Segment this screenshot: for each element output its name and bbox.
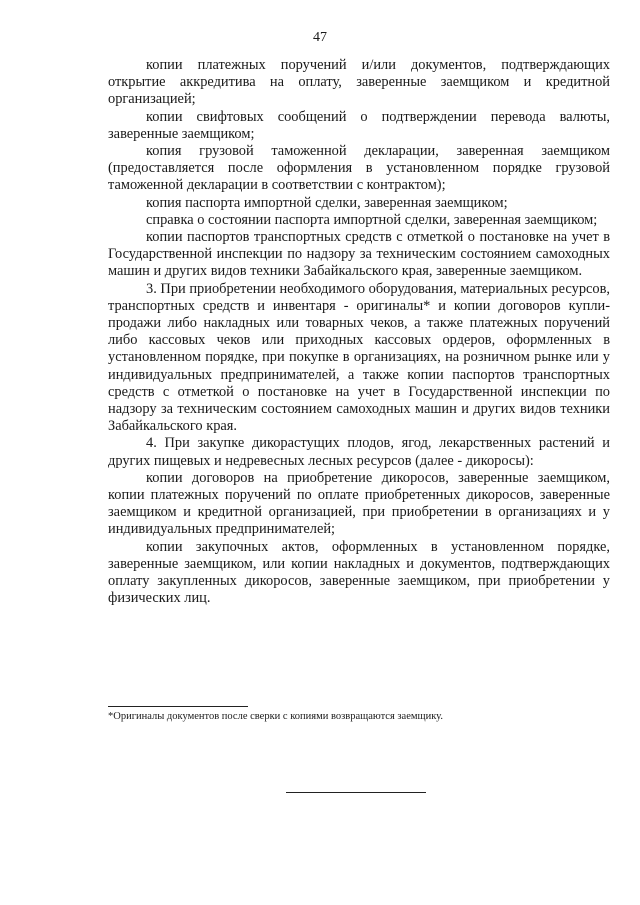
paragraph-payment-orders: копии платежных поручений и/или документов, подтверждающих открытие аккредитива на оплату, заверенные заемщиком и кредитной организацией; [108,57,610,108]
paragraph-vehicle-passports: копии паспортов транспортных средств с отметкой о постановке на учет в Государственной инспекции по надзору за техническим состоянием самоходных машин и других видов техники Забайкальского края, заверенные заемщиком. [108,229,610,280]
document-body [108,57,610,608]
paragraph-import-passport: копия паспорта импортной сделки, заверенная заемщиком; [146,194,508,211]
footnote-divider [108,706,248,707]
paragraph-item-3: 3. При приобретении необходимого оборудования, материальных ресурсов, транспортных средств и инвентаря - оригиналы* и копии договоров купли-продажи либо накладных или товарных чеков, а также платежных поручений либо кассовых чеков или приходных кассовых ордеров, оформленных в установленном порядке, при покупке в организациях, на розничном рынке или у индивидуальных предпринимателей, а также копии паспортов транспортных средств с отметкой о постановке на учет в Государственной инспекции по надзору за техническим состоянием самоходных машин и других видов техники Забайкальского края. [108,280,610,435]
paragraph-passport-status: справка о состоянии паспорта импортной сделки, заверенная заемщиком; [146,211,598,228]
paragraph-purchase-contracts: копии договоров на приобретение дикоросов, заверенные заемщиком, копии платежных поручений по оплате приобретенных дикоросов, заверенные заемщиком и кредитной организацией, при приобретении в организациях и у индивидуальных предпринимателей; [108,469,610,538]
paragraph-item-4: 4. При закупке дикорастущих плодов, ягод, лекарственных растений и других пищевых и недревесных лесных ресурсов (далее - дикоросы): [108,435,610,469]
paragraph-customs-declaration: копия грузовой таможенной декларации, заверенная заемщиком (предоставляется после оформления в установленном порядке грузовой таможенной декларации в соответствии с контрактом); [108,143,610,194]
page-number: 47 [313,30,327,45]
footnote: *Оригиналы документов после сверки с копиями возвращаются заемщику. [108,711,444,722]
paragraph-swift-messages: копии свифтовых сообщений о подтверждении перевода валюты, заверенные заемщиком; [108,108,610,142]
paragraph-purchase-acts: копии закупочных актов, оформленных в установленном порядке, заверенные заемщиком, или копии накладных и документов, подтверждающих оплату закупленных дикоросов, заверенные заемщиком, при приобретении у физических лиц. [108,538,610,607]
end-divider [286,792,426,793]
